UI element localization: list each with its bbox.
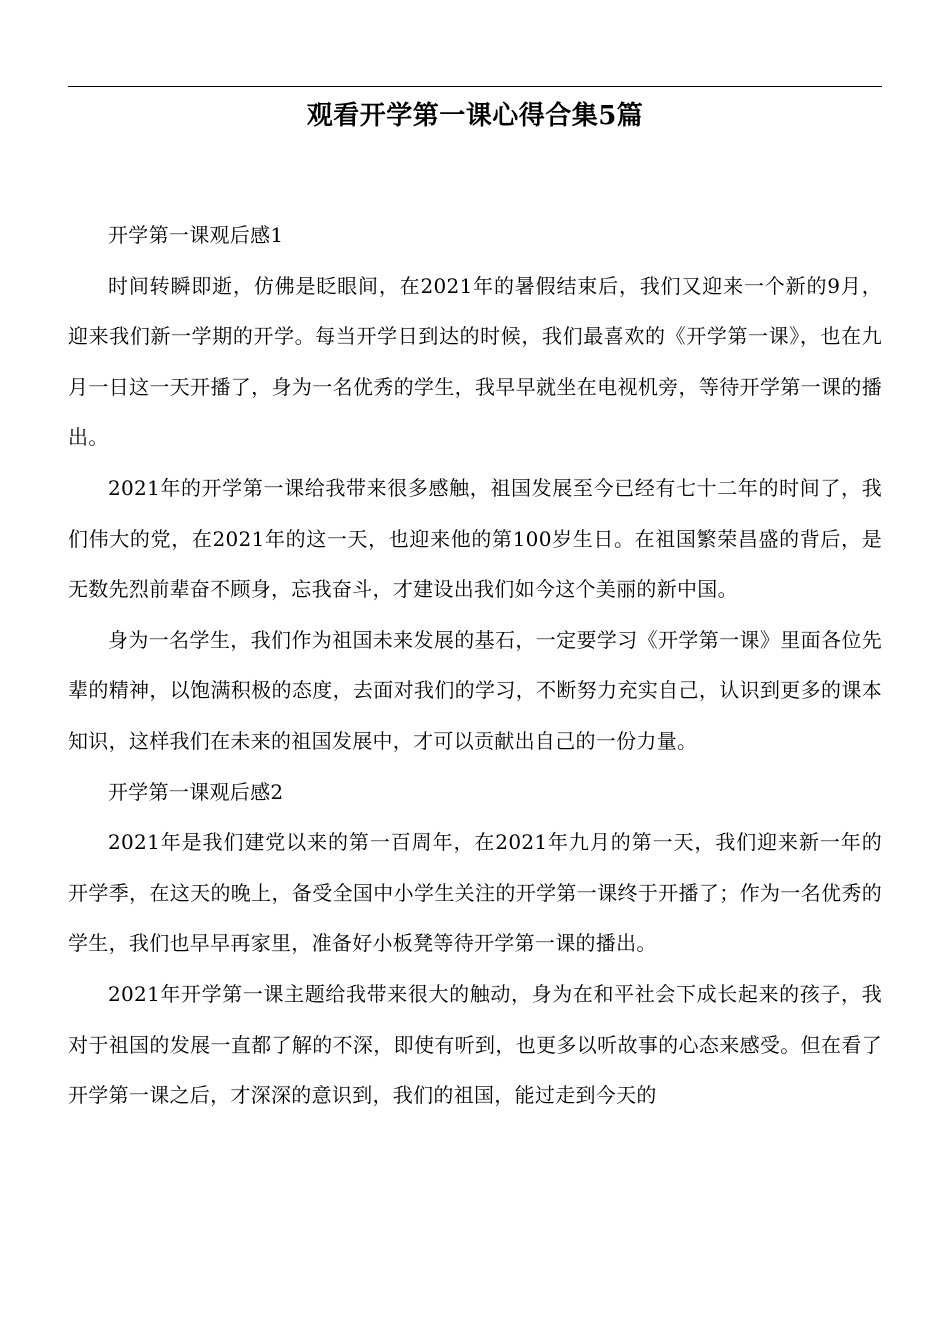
section-heading: 开学第一课观后感2 [108, 779, 284, 804]
paragraph: 2021年开学第一课主题给我带来很大的触动，身为在和平社会下成长起来的孩子，我对于祖国的发展一直都了解的不深，即使有听到，也更多以听故事的心态来感受。但在看了开学第一课之后，才深深的意识到，我们的祖国，能过走到今天的 [68, 981, 882, 1108]
paragraph: 2021年是我们建党以来的第一百周年，在2021年九月的第一天，我们迎来新一年的开学季，在这天的晚上，备受全国中小学生关注的开学第一课终于开播了；作为一名优秀的学生，我们也早早再家里，准备好小板凳等待开学第一课的播出。 [68, 830, 882, 956]
header-rule [68, 86, 882, 87]
document-title: 观看开学第一课心得合集5篇 [306, 101, 644, 131]
paragraph: 2021年的开学第一课给我带来很多感触，祖国发展至今已经有七十二年的时间了，我们伟大的党，在2021年的这一天，也迎来他的第100岁生日。在祖国繁荣昌盛的背后，是无数先烈前辈奋不顾身，忘我奋斗，才建设出我们如今这个美丽的新中国。 [68, 475, 882, 602]
paragraph: 时间转瞬即逝，仿佛是眨眼间，在2021年的暑假结束后，我们又迎来一个新的9月，迎来我们新一学期的开学。每当开学日到达的时候，我们最喜欢的《开学第一课》，也在九月一日这一天开播了，身为一名优秀的学生，我早早就坐在电视机旁，等待开学第一课的播出。 [68, 273, 882, 450]
document-body [68, 210, 882, 1121]
paragraph: 身为一名学生，我们作为祖国未来发展的基石，一定要学习《开学第一课》里面各位先辈的精神，以饱满积极的态度，去面对我们的学习，不断努力充实自己，认识到更多的课本知识，这样我们在未来的祖国发展中，才可以贡献出自己的一份力量。 [68, 627, 882, 753]
section-heading: 开学第一课观后感1 [108, 223, 284, 247]
